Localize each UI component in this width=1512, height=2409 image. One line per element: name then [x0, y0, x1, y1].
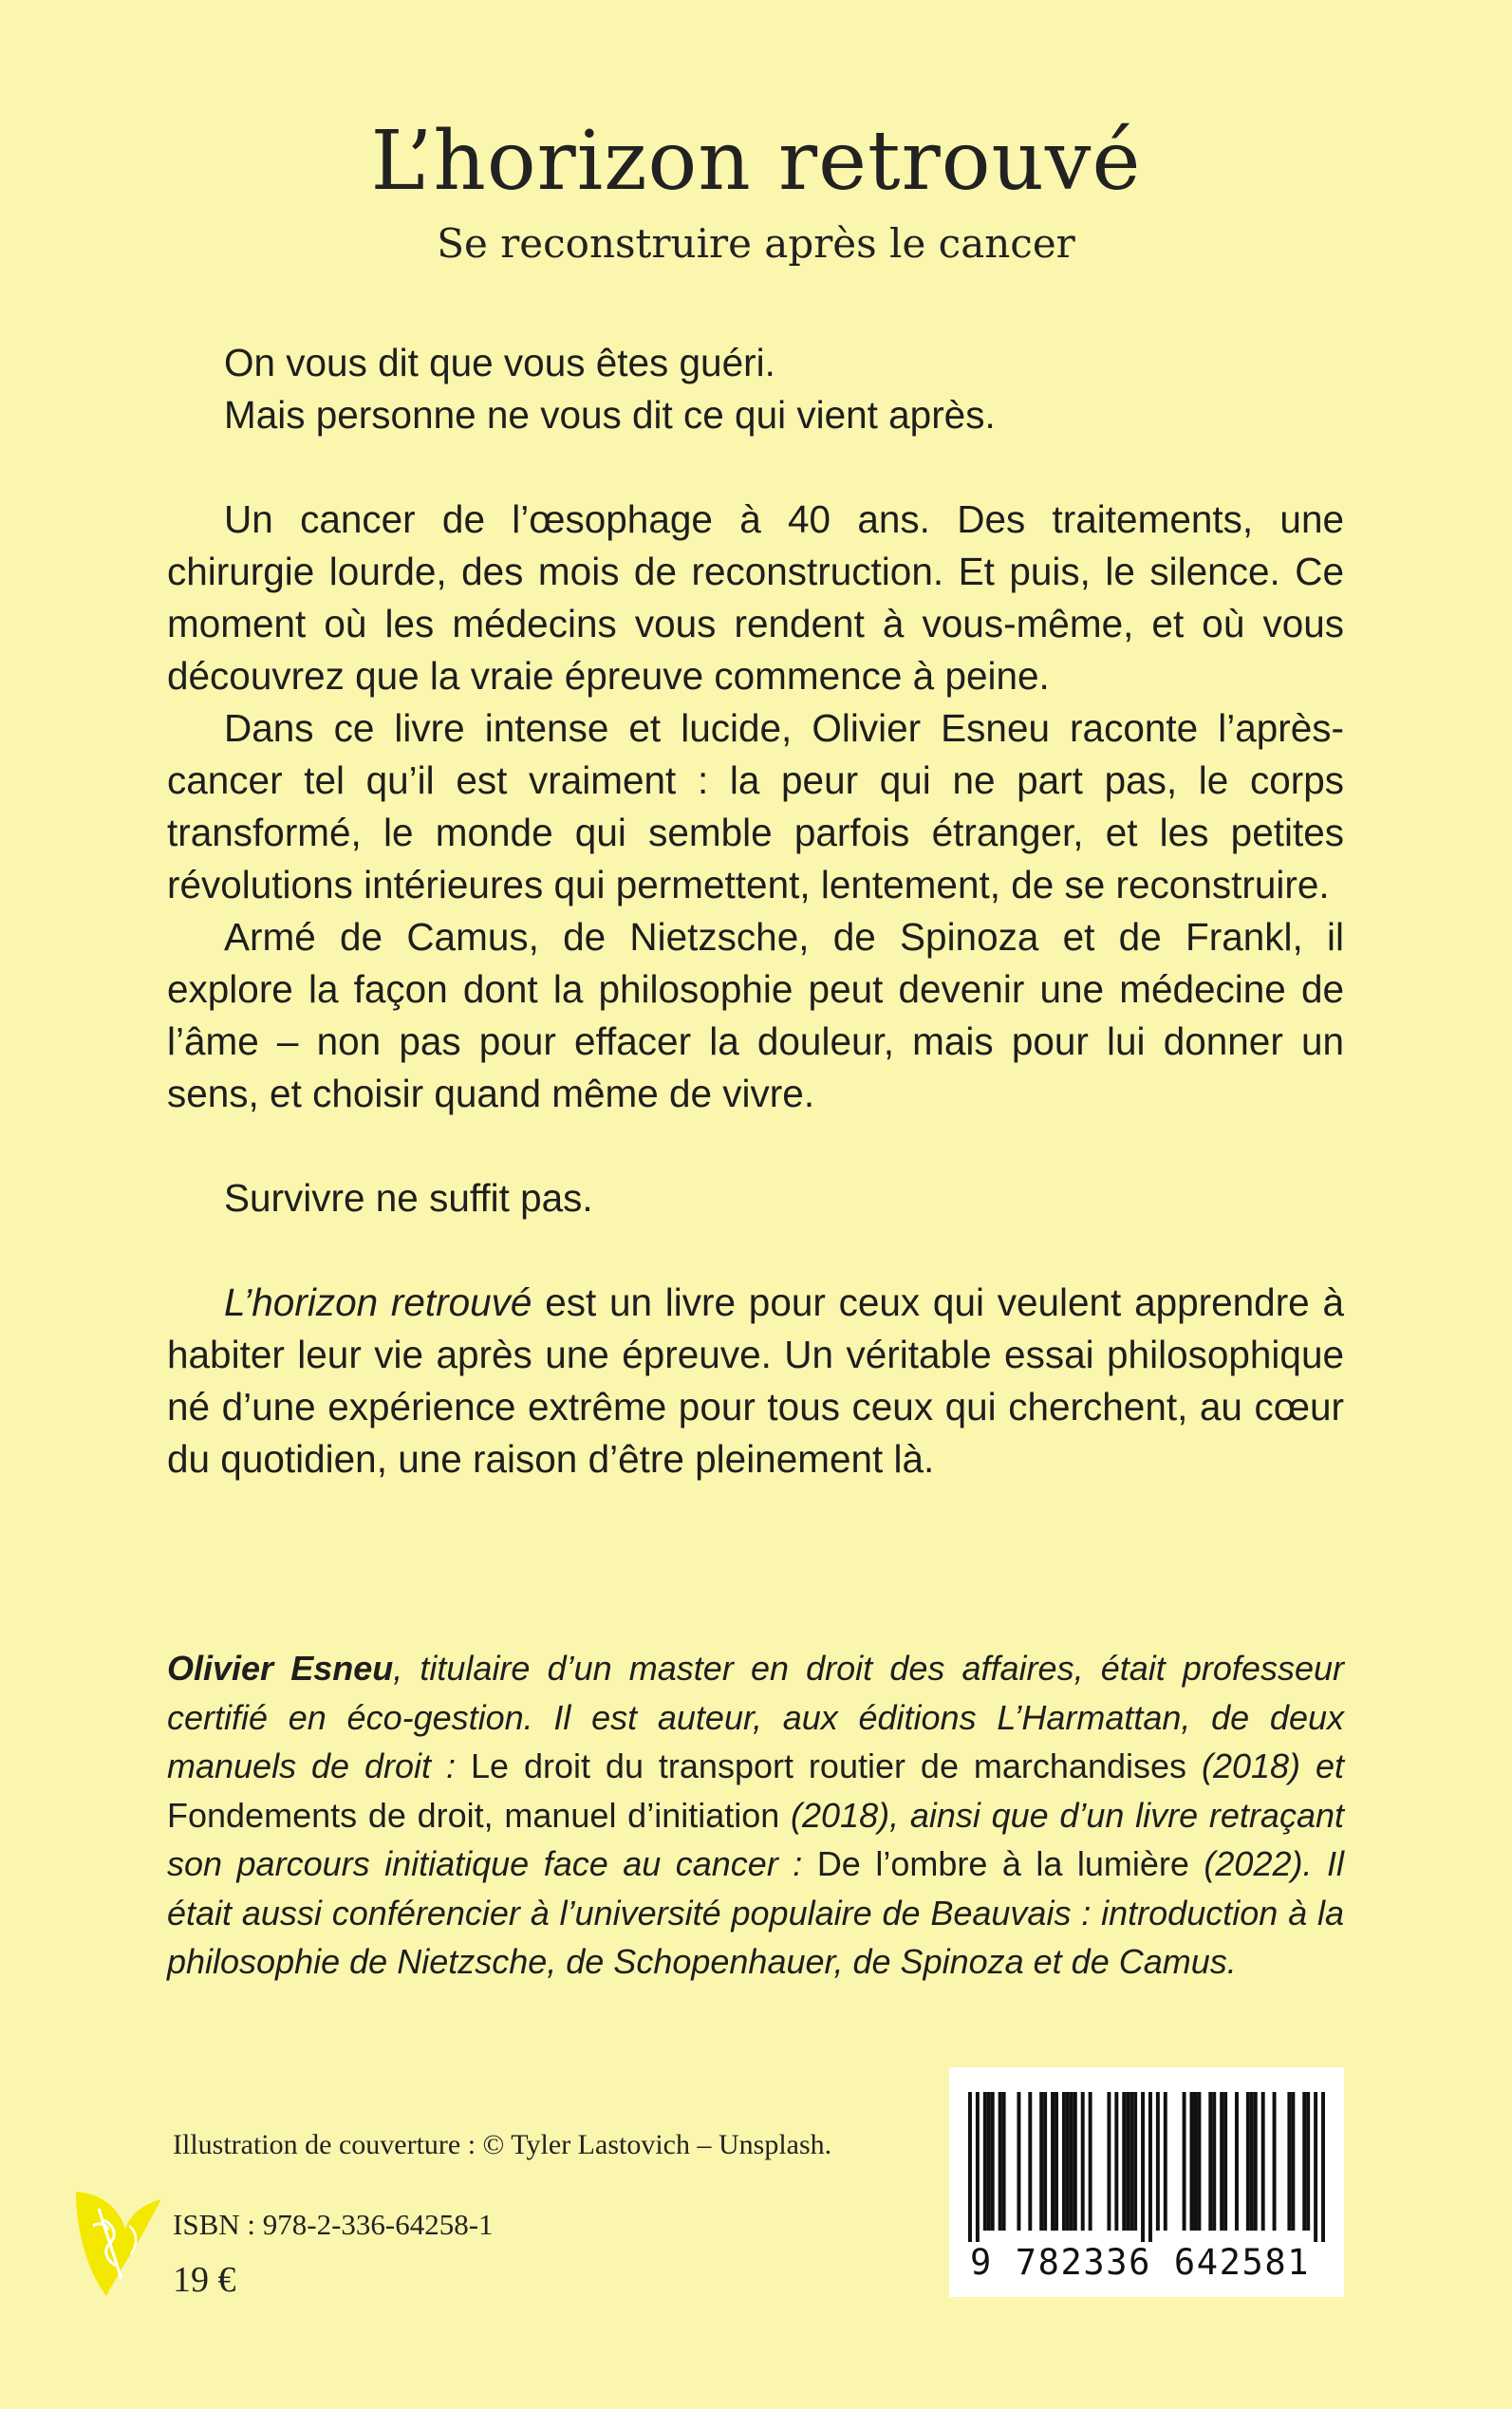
blurb-paragraph-2: Dans ce livre intense et lucide, Olivier Esneu raconte l’après-cancer tel qu’il est vraiment : la peur qui ne part pas, le corps transformé, le monde qui semble parfois étranger, et les petites révolutions intérieures qui permettent, lentement, de se reconstruire. — [167, 706, 1344, 906]
bio-book-1: Le droit du transport routier de marchandises — [470, 1746, 1187, 1785]
author-bio — [167, 1644, 1344, 1987]
barcode-bar — [999, 2092, 1002, 2231]
blurb-paragraph-1: Un cancer de l’œsophage à 40 ans. Des traitements, une chirurgie lourde, des mois de reconstruction. Et puis, le silence. Ce moment où les médecins vous rendent à vous-même, et où vous découvrez que la vraie épreuve commence à peine. — [167, 497, 1344, 698]
barcode-bar — [1141, 2092, 1145, 2242]
barcode-bar — [1164, 2092, 1167, 2231]
blurb-intro-line-2: Mais personne ne vous dit ce qui vient après. — [224, 393, 996, 437]
barcode — [949, 2067, 1344, 2297]
barcode-bar — [1190, 2092, 1194, 2231]
barcode-bar — [1314, 2092, 1317, 2242]
barcode-bar — [1114, 2092, 1118, 2231]
barcode-bar — [1246, 2092, 1250, 2231]
barcode-bar — [976, 2092, 980, 2242]
barcode-bar — [1073, 2092, 1077, 2231]
barcode-bar — [1070, 2092, 1073, 2231]
barcode-bar — [1273, 2092, 1277, 2231]
barcode-bar — [1148, 2092, 1152, 2242]
barcode-bar — [1302, 2092, 1306, 2231]
author-name: Olivier Esneu — [167, 1649, 394, 1688]
back-cover-blurb — [167, 337, 1344, 1485]
bio-text-1: , titulaire d’un master en droit des affaires, était professeur certifié en éco-gestion. Il est auteur, aux éditions L’Harmattan, de deux manuels de droit : — [167, 1649, 1344, 1785]
barcode-bar — [1291, 2092, 1295, 2231]
isbn: ISBN : 978-2-336-64258-1 — [173, 2208, 494, 2241]
barcode-bar — [1051, 2092, 1055, 2231]
barcode-bar — [1129, 2092, 1133, 2231]
barcode-bar — [983, 2092, 987, 2231]
barcode-bar — [1062, 2092, 1066, 2231]
barcode-bar — [1193, 2092, 1197, 2231]
publisher-logo-icon — [70, 2188, 165, 2298]
barcode-bar — [987, 2092, 991, 2231]
barcode-bar — [1089, 2092, 1092, 2231]
barcode-bar — [991, 2092, 995, 2231]
barcode-bar — [1250, 2092, 1254, 2231]
price: 19 € — [173, 2260, 236, 2300]
barcode-bar — [1055, 2092, 1058, 2231]
barcode-bar — [1081, 2092, 1085, 2231]
bio-text-4: (2022). Il était aussi conférencier à l’université populaire de Beauvais : introduction à la philosophie de Nietzsche, de Schopenhauer, de Spinoza et de Camus. — [167, 1844, 1344, 1981]
barcode-bar — [1126, 2092, 1129, 2231]
barcode-bar — [1002, 2092, 1006, 2231]
barcode-bar — [1122, 2092, 1126, 2231]
barcode-bar — [1220, 2092, 1223, 2231]
barcode-bar — [1306, 2092, 1310, 2231]
bio-text-2: (2018) et — [1186, 1746, 1344, 1785]
blurb-closing-text: est un livre pour ceux qui veulent apprendre à habiter leur vie après une épreuve. Un véritable essai philosophique né d’une expérience extrême pour tous ceux qui cherchent, au cœur du quotidien, une raison d’être pleinement là. — [167, 1280, 1344, 1481]
barcode-bar — [1017, 2092, 1020, 2231]
bio-book-2: Fondements de droit, manuel d’initiation — [167, 1795, 780, 1835]
barcode-digits: 9 782336 642581 — [970, 2242, 1311, 2283]
barcode-bar — [1043, 2092, 1047, 2231]
cover-illustration-credit: Illustration de couverture : © Tyler Lastovich – Unsplash. — [173, 2129, 832, 2160]
blurb-intro-line-1: On vous dit que vous êtes guéri. — [224, 341, 775, 384]
bio-text-3: (2018), ainsi que d’un livre retraçant son parcours initiatique face au cancer : — [167, 1795, 1344, 1883]
barcode-bar — [1156, 2092, 1160, 2231]
barcode-bar — [1321, 2092, 1325, 2242]
barcode-bar — [1039, 2092, 1043, 2231]
blurb-paragraph-3: Armé de Camus, de Nietzsche, de Spinoza et de Frankl, il explore la façon dont la philosophie peut devenir une médecine de l’âme – non pas pour effacer la douleur, mais pour lui donner un sens, et choisir quand même de vivre. — [167, 915, 1344, 1115]
barcode-bar — [1066, 2092, 1070, 2231]
barcode-bar — [1197, 2092, 1201, 2231]
barcode-bar — [968, 2092, 972, 2242]
barcode-bar — [1235, 2092, 1239, 2231]
barcode-bar — [1261, 2092, 1265, 2231]
barcode-bars — [968, 2092, 1325, 2242]
book-subtitle: Se reconstruire après le cancer — [437, 220, 1075, 267]
blurb-closing — [167, 1277, 1344, 1485]
barcode-bar — [1028, 2092, 1032, 2231]
barcode-bar — [1287, 2092, 1291, 2231]
blurb-closing-title: L’horizon retrouvé — [224, 1280, 532, 1324]
barcode-bar — [1223, 2092, 1227, 2231]
book-title: L’horizon retrouvé — [370, 114, 1142, 209]
blurb-tagline: Survivre ne suffit pas. — [224, 1176, 593, 1220]
barcode-bar — [1133, 2092, 1137, 2231]
barcode-bar — [1208, 2092, 1212, 2231]
bio-book-3: De l’ombre à la lumière — [816, 1844, 1189, 1883]
barcode-bar — [1107, 2092, 1111, 2231]
barcode-bar — [1254, 2092, 1258, 2231]
barcode-bar — [1212, 2092, 1216, 2231]
barcode-bar — [1183, 2092, 1186, 2231]
